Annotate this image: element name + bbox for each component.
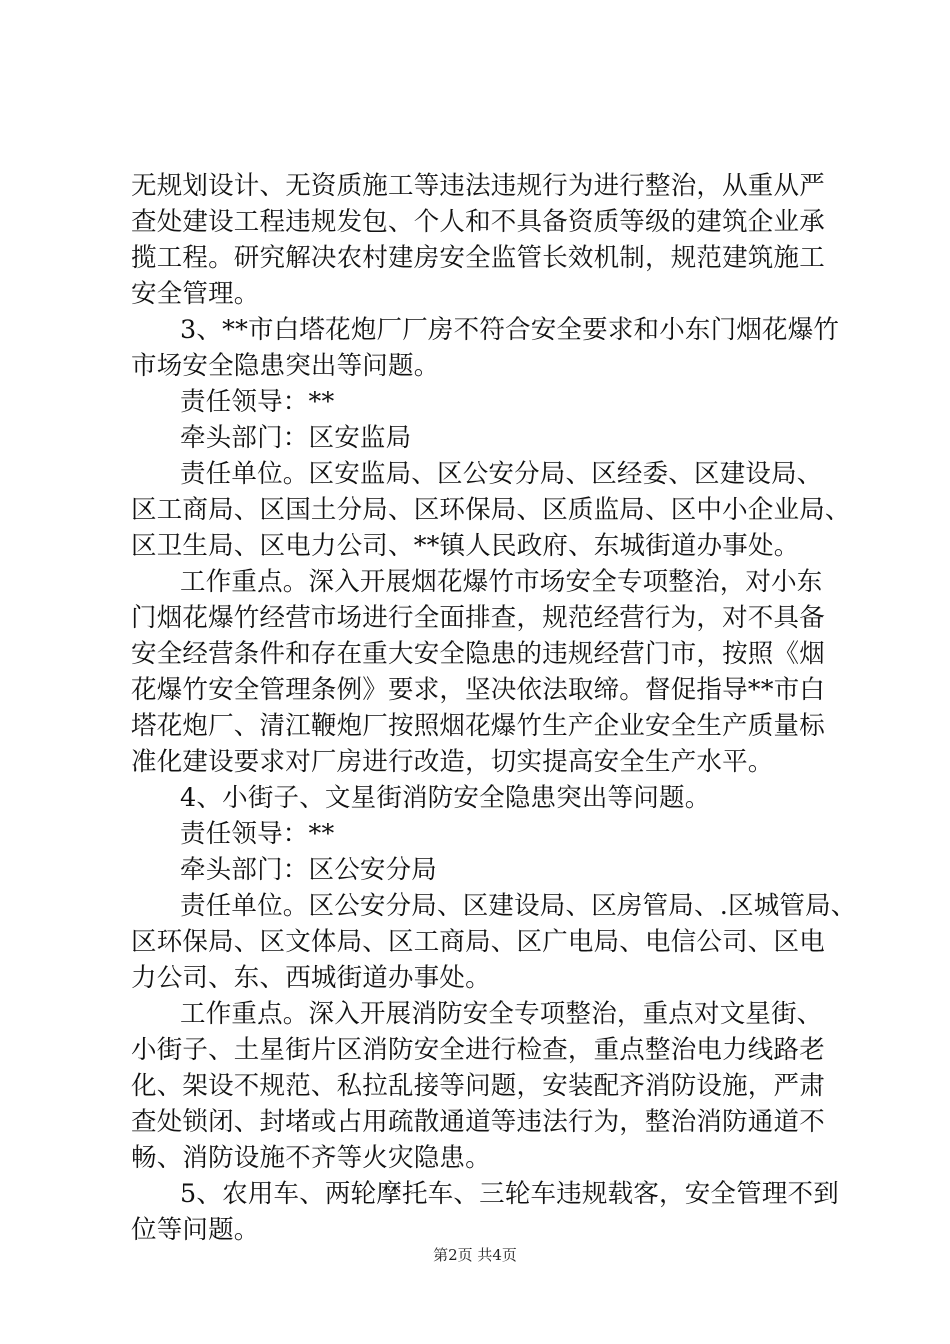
text-line: 区工商局、区国土分局、区环保局、区质监局、区中小企业局、	[131, 495, 851, 525]
text-line: 位等问题。	[131, 1215, 260, 1245]
text-line: 责任单位。区安监局、区公安分局、区经委、区建设局、	[180, 459, 823, 489]
text-line: 查处锁闭、封堵或占用疏散通道等违法行为，整治消防通道不	[131, 1107, 825, 1137]
text-line: 市场安全隐患突出等问题。	[131, 351, 440, 381]
text-line: 安全管理。	[131, 279, 260, 309]
text-line: 畅、消防设施不齐等火灾隐患。	[131, 1143, 491, 1173]
text-line: 工作重点。深入开展消防安全专项整治，重点对文星街、	[180, 999, 823, 1029]
text-line: 区环保局、区文体局、区工商局、区广电局、电信公司、区电	[131, 927, 825, 957]
text-line: 门烟花爆竹经营市场进行全面排查，规范经营行为，对不具备	[131, 603, 825, 633]
text-line: 化、架设不规范、私拉乱接等问题，安装配齐消防设施，严肃	[131, 1071, 825, 1101]
text-line: 查处建设工程违规发包、个人和不具备资质等级的建筑企业承	[131, 207, 825, 237]
text-line: 花爆竹安全管理条例》要求，坚决依法取缔。督促指导**市白	[131, 675, 826, 705]
text-line: 5、农用车、两轮摩托车、三轮车违规载客，安全管理不到	[180, 1179, 839, 1209]
text-line: 安全经营条件和存在重大安全隐患的违规经营门市，按照《烟	[131, 639, 825, 669]
text-line: 4、小街子、文星街消防安全隐患突出等问题。	[180, 783, 711, 813]
text-line: 责任单位。区公安分局、区建设局、区房管局、.区城管局、	[180, 891, 857, 921]
text-line: 责任领导：**	[180, 387, 335, 417]
text-line: 工作重点。深入开展烟花爆竹市场安全专项整治，对小东	[180, 567, 823, 597]
text-line: 揽工程。研究解决农村建房安全监管长效机制，规范建筑施工	[131, 243, 825, 273]
text-line: 牵头部门：区公安分局	[180, 855, 438, 885]
text-line: 责任领导：**	[180, 819, 335, 849]
text-line: 准化建设要求对厂房进行改造，切实提高安全生产水平。	[131, 747, 774, 777]
text-line: 3、**市白塔花炮厂厂房不符合安全要求和小东门烟花爆竹	[180, 315, 840, 345]
text-line: 塔花炮厂、清江鞭炮厂按照烟花爆竹生产企业安全生产质量标	[131, 711, 825, 741]
text-line: 无规划设计、无资质施工等违法违规行为进行整治，从重从严	[131, 171, 825, 201]
text-line: 小街子、土星街片区消防安全进行检查，重点整治电力线路老	[131, 1035, 825, 1065]
page-number-footer: 第2页 共4页	[433, 1246, 517, 1264]
text-line: 牵头部门：区安监局	[180, 423, 412, 453]
text-line: 区卫生局、区电力公司、**镇人民政府、东城街道办事处。	[131, 531, 800, 561]
text-line: 力公司、东、西城街道办事处。	[131, 963, 491, 993]
